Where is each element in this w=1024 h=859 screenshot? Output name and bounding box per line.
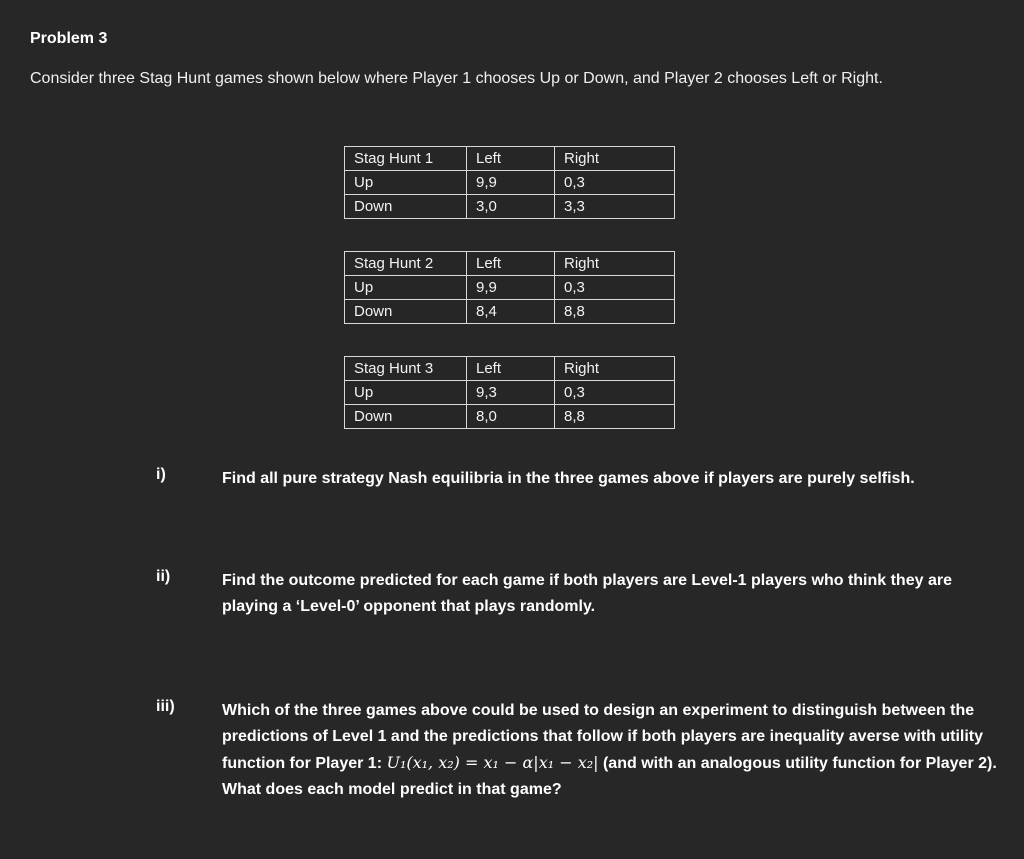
payoff-cell: 0,3 [555,276,675,300]
row-label-up: Up [345,171,467,195]
row-label-down: Down [345,300,467,324]
question-number-iii: iii) [156,698,175,715]
table-row [345,405,675,429]
game-name: Stag Hunt 3 [345,357,467,381]
question-text-ii: Find the outcome predicted for each game if both players are Level-1 players who think they are playing a ‘Level-0’ opponent that plays randomly. [222,572,952,615]
payoff-cell: 8,8 [555,405,675,429]
question-text-iii [222,698,1002,803]
game-name: Stag Hunt 1 [345,147,467,171]
payoff-cell: 9,3 [467,381,555,405]
payoff-cell: 0,3 [555,171,675,195]
row-label-up: Up [345,381,467,405]
table-header-row [345,147,675,171]
payoff-cell: 8,0 [467,405,555,429]
payoff-table-stag-hunt-1 [344,146,675,219]
question-text-iii-part1: Which of the three games above could be used to design an experiment to distinguish between the predictions of Level 1 and the predictions that follow if both players are inequality averse with utility function for Player 1: [222,702,984,772]
payoff-cell: 3,0 [467,195,555,219]
payoff-cell: 9,9 [467,276,555,300]
column-header-left: Left [467,357,555,381]
utility-formula: U₁(x₁, x₂) = x₁ − α|x₁ − x₂| [386,753,599,772]
row-label-up: Up [345,276,467,300]
question-text-i: Find all pure strategy Nash equilibria in the three games above if players are purely selfish. [222,470,915,487]
payoff-cell: 8,8 [555,300,675,324]
column-header-left: Left [467,252,555,276]
column-header-right: Right [555,357,675,381]
row-label-down: Down [345,195,467,219]
payoff-cell: 8,4 [467,300,555,324]
table-row [345,276,675,300]
payoff-table-stag-hunt-3 [344,356,675,429]
column-header-right: Right [555,252,675,276]
payoff-cell: 0,3 [555,381,675,405]
payoff-table-stag-hunt-2 [344,251,675,324]
question-number-i: i) [156,466,166,483]
table-row [345,300,675,324]
payoff-cell: 3,3 [555,195,675,219]
table-row [345,195,675,219]
table-header-row [345,252,675,276]
table-row [345,171,675,195]
column-header-left: Left [467,147,555,171]
question-text-iii-part2: (and with an analogous utility function for Player 2). What does each model predict in that game? [222,755,997,798]
question-number-ii: ii) [156,568,171,585]
column-header-right: Right [555,147,675,171]
row-label-down: Down [345,405,467,429]
game-name: Stag Hunt 2 [345,252,467,276]
table-row [345,381,675,405]
problem-intro: Consider three Stag Hunt games shown below where Player 1 chooses Up or Down, and Player 2 chooses Left or Right. [30,70,883,87]
problem-title: Problem 3 [30,30,108,47]
table-header-row [345,357,675,381]
payoff-cell: 9,9 [467,171,555,195]
